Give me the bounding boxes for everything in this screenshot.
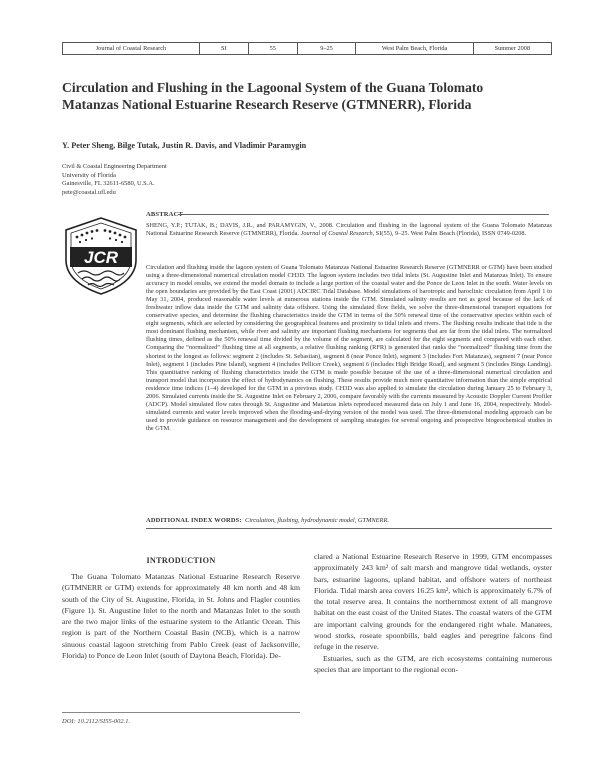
affiliation-email: pete@coastal.ufl.edu	[62, 188, 116, 196]
logo-text: JCR	[83, 248, 119, 267]
affiliation-university: University of Florida	[62, 171, 116, 179]
index-words-label: ADDITIONAL INDEX WORDS:	[146, 517, 242, 524]
right-paragraph-2: Estuaries, such as the GTM, are rich ecosystems containing numerous species that are important to the regional econ-	[314, 653, 552, 674]
citation-journal: Journal of Coastal Research,	[300, 230, 375, 238]
introduction-left-column: The Guana Tolomato Matanzas National Estuarine Research Reserve (GTMNERR or GTM) extends for approximately 48 km north and 48 km south of the City of St. Augustine, Florida, in St. Johns and Flagler counties (Figure 1). St. Augustine Inlet to the north and Matanzas Inlet to the south are the two major links of the estuarine system to the Atlantic Ocean. This region is part of the Northern Coastal Basin (NCB), which is a narrow sinuous coastal lagoon stretching from Pablo Creek (east of Jacksonville, Florida) to Ponce de Leon Inlet (south of Daytona Beach, Florida). De-	[62, 572, 300, 661]
journal-volume: 55	[248, 43, 297, 55]
index-words-value: Circulation, flushing, hydrodynamic model, GTMNERR.	[244, 517, 389, 524]
affiliation-department: Civil & Coastal Engineering Department	[62, 163, 167, 170]
journal-name: Journal of Coastal Research	[63, 43, 200, 55]
journal-location: West Palm Beach, Florida	[356, 43, 473, 55]
doi-footnote: DOI: 10.2112/SI55-002.1.	[62, 718, 131, 725]
journal-pages: 9–25	[297, 43, 356, 55]
right-paragraph-1: clared a National Estuarine Research Reserve in 1999, GTM encompasses approximately 243 km² of salt marsh and mangrove tidal wetlands, oyster bars, estuarine lagoons, upland habitat, and offshore waters of northeast Florida. Tidal marsh area covers 16.25 km², which is approximately 6.7% of the total reserve area. It contains the northernmost extent of all mangrove habitat on the east coast of the United States. The coastal waters of the GTM are important calving grounds for the endangered right whale. Manatees, wood storks, roseate spoonbills, bald eagles and peregrine falcons find refuge in the reserve.	[314, 552, 552, 652]
affiliation-address: Gainesville, FL 32611-6580, U.S.A.	[62, 180, 155, 188]
introduction-heading: INTRODUCTION	[146, 556, 216, 565]
abstract-citation	[146, 222, 552, 239]
affiliation-block	[62, 163, 322, 197]
journal-date: Summer 2008	[473, 43, 551, 55]
journal-header	[62, 42, 552, 55]
introduction-right-column	[314, 551, 552, 675]
abstract-heading: ABSTRACT	[146, 211, 183, 218]
index-words	[146, 517, 552, 524]
paper-title: Circulation and Flushing in the Lagoonal System of the Guana Tolomato Matanzas National Estuarine Research Reserve (GTMNERR), Florida	[62, 80, 484, 112]
abstract-body: Circulation and flushing inside the lagoon system of Guana Tolomato Matanzas National Estuarine Research Reserve (GTMNERR or GTM) have been studied using a three-dimensional numerical circulation model CH3D. The lagoon system includes two tidal inlets (St. Augustine Inlet and Matanzas Inlet). To ensure accuracy in model results, we extend the model domain to include a large portion of the coastal water and the Ponce de Leon Inlet in the south. Water levels on the open boundaries are provided by the East Coast (2001) ADCIRC Tidal Database. Model simulations of barotropic and baroclinic circulation from April 1 to May 31, 2004, produced reasonable water levels at numerous stations inside the GTM. Simulated salinity results are not as good because of the lack of freshwater inflow data inside the GTM and salinity data offshore. Using the simulated flow fields, we solve the three-dimensional transport equations for conservative species, and determine the flushing characteristics inside the GTM in terms of the 50% renewal time of the conservative species within each of eight segments, which are selected by considering the geographical features and proximity to tidal inlets and rivers. The flushing results indicate that tide is the most dominant flushing mechanism, while river and salinity are important flushing mechanisms for segments that are far from the tidal inlets. The normalized flushing times, defined as the 50% renewal time divided by the volume of the segment, are calculated for the eight segments and compared with each other. Comparing the “normalized” flushing time at all segments, a relative flushing ranking (RFR) is generated that ranks the “normalized” flushing time from the shortest to the longest as follows: segment 2 (includes St. Sebastian), segment 8 (near Ponce Inlet), segment 3 (includes Fort Matanzas), segment 7 (near Ponce Inlet), segment 1 (includes Pine Island), segment 4 (includes Pellicer Creek), segment 6 (includes High Bridge Road), and segment 5 (includes Bings Landing). This quantitative ranking of flushing characteristics inside the GTM is made possible because of the use of a three-dimensional numerical circulation and transport model that incorporates the effect of hydrodynamics on flushing. These results provide much more quantitative information than the simple empirical residence time indices (1–4) developed for the GTM in a previous study. CH3D was also applied to simulate the circulation during January 25 to February 3, 2006. Simulated currents inside the St. Augustine Inlet on February 2, 2006, compare favorably with the currents measured by Acoustic Doppler Current Profiler (ADCP). Model simulated flow rates through St. Augustine and Matanzas inlets reproduced measured data on July 1 and June 16, 2004, respectively. Model-simulated currents and water levels improved when the flooding-and-drying version of the model was used. The three-dimensional modeling approach can be used to provide guidance on resource management and the development of sampling strategies for several ongoing and prospective biogeochemical studies in the GTM.	[146, 264, 552, 432]
journal-issue: SI	[199, 43, 248, 55]
footnote-rule	[62, 712, 300, 713]
citation-issn: SI(55), 9–25. West Palm Beach (Florida), ISSN 0749-0208.	[374, 230, 527, 238]
abstract-top-rule	[178, 214, 549, 215]
abstract-bottom-rule	[146, 528, 552, 529]
jcr-logo	[56, 214, 146, 296]
author-list: Y. Peter Sheng, Bilge Tutak, Justin R. Davis, and Vladimir Paramygin	[62, 141, 307, 150]
citation-text: SHENG, Y.P.; TUTAK, B.; DAVIS, J.R., and PARAMYGIN, V., 2008. Circulation and flushing in the lagoonal system of the Guana Tolomato Matanzas National Estuarine Research Reserve (GTMNERR), Florida.	[146, 222, 552, 238]
